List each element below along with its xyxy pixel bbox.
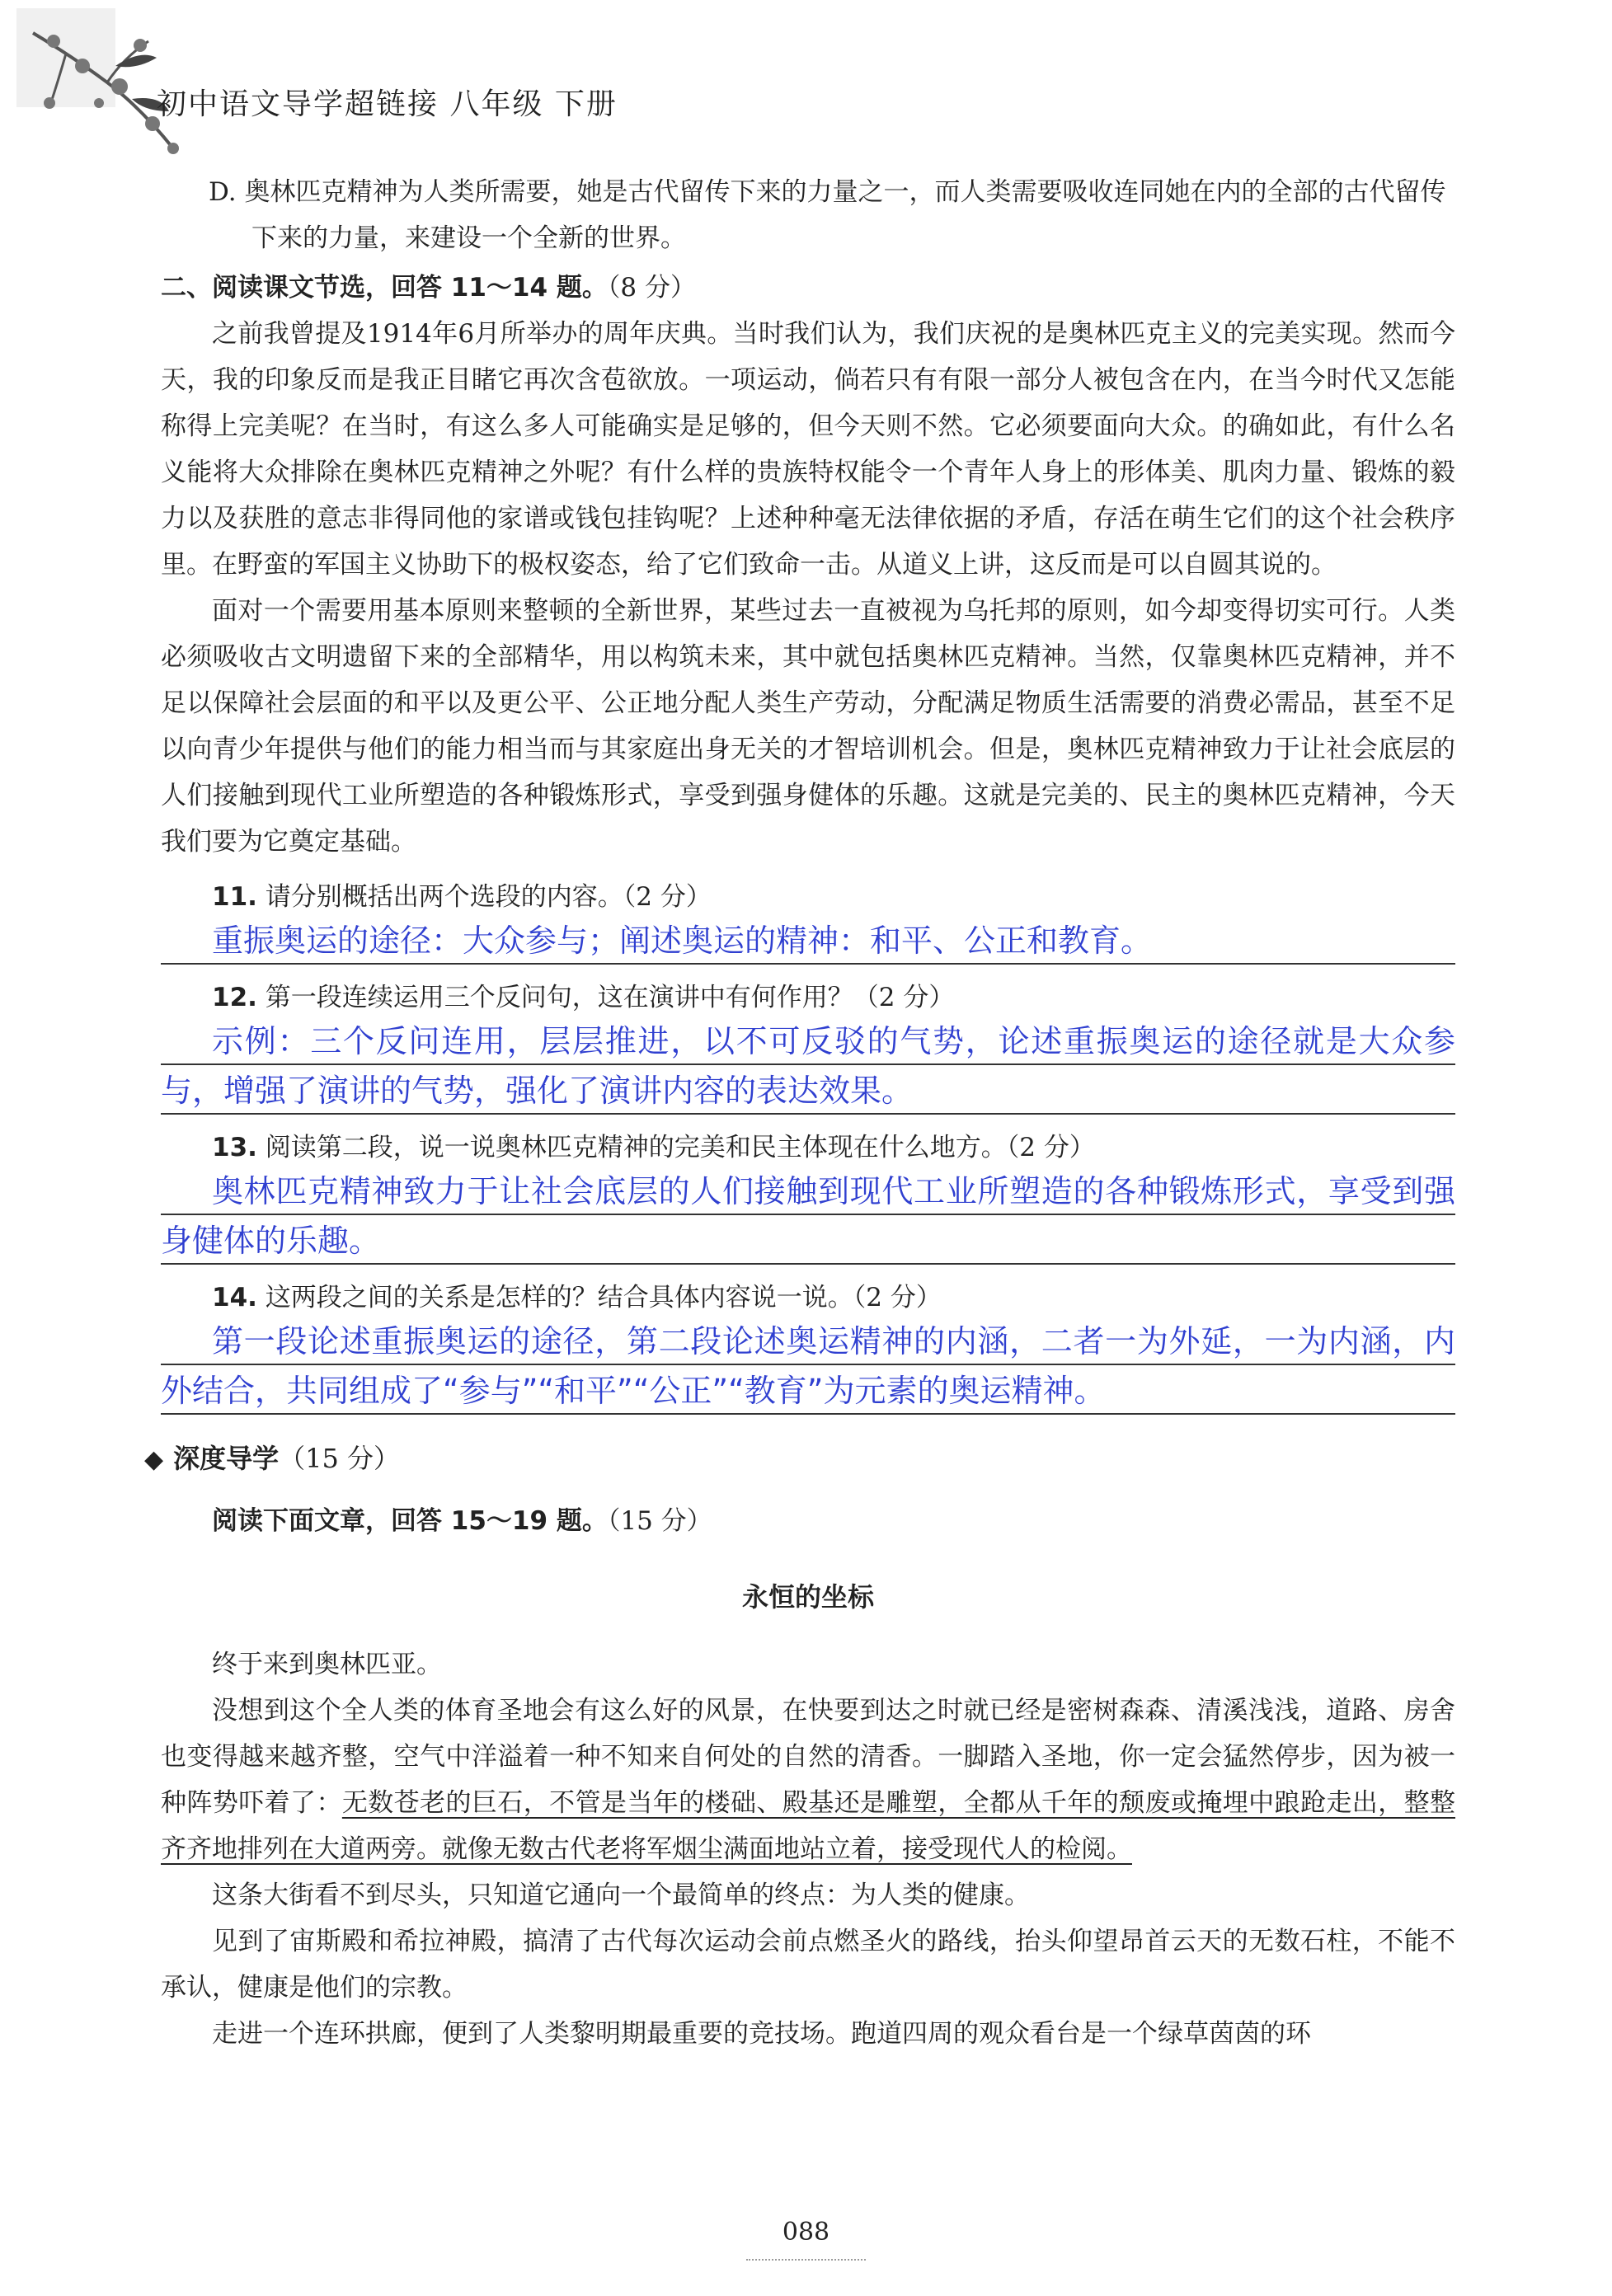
answer-12: 示例：三个反问连用，层层推进，以不可反驳的气势，论述重振奥运的途径就是大众参与，增强了演讲的气势，强化了演讲内容的表达效果。 [161, 1017, 1455, 1115]
question-12 [161, 977, 1455, 1018]
reading-instruction [161, 1498, 1455, 1544]
question-number: 11. [212, 882, 257, 912]
question-block [161, 876, 1455, 965]
answer-11: 重振奥运的途径：大众参与；阐述奥运的精神：和平、公正和教育。 [161, 916, 1455, 965]
question-13 [161, 1127, 1455, 1168]
article-text: 没想到这个全人类的体育圣地会有这么好的风景，在快要到达之时就已经是密树森森、清溪浅浅，道路、房舍也变得越来越齐整，空气中洋溢着一种不知来自何处的自然的清香。一脚踏入圣地，你一定会猛然停步，因为被一种阵势吓着了： [161, 1696, 1455, 1818]
excerpt-paragraph: 之前我曾提及1914年6月所举办的周年庆典。当时我们认为，我们庆祝的是奥林匹克主义的完美实现。然而今天，我的印象反而是我正目睹它再次含苞欲放。一项运动，倘若只有有限一部分人被包含在内，在当今时代又怎能称得上完美呢？在当时，有这么多人可能确实是足够的，但今天则不然。它必须要面向大众。的确如此，有什么名义能将大众排除在奥林匹克精神之外呢？有什么样的贵族特权能令一个青年人身上的形体美、肌肉力量、锻炼的毅力以及获胜的意志非得同他的家谱或钱包挂钩呢？上述种种毫无法律依据的矛盾，存活在萌生它们的这个社会秩序里。在野蛮的军国主义协助下的极权姿态，给了它们致命一击。从道义上讲，这反而是可以自圆其说的。 [161, 319, 1455, 580]
question-number: 14. [212, 1283, 257, 1312]
deep-study-points: （15 分） [279, 1443, 400, 1474]
question-number: 12. [212, 983, 257, 1012]
reading-instruction-text: 阅读下面文章，回答 15～19 题。 [212, 1506, 608, 1536]
article-paragraph [161, 1688, 1455, 1872]
question-block [161, 977, 1455, 1115]
excerpt-paragraph: 面对一个需要用基本原则来整顿的全新世界，某些过去一直被视为乌托邦的原则，如今却变得切实可行。人类必须吸收古文明遗留下来的全部精华，用以构筑未来，其中就包括奥林匹克精神。当然，仅靠奥林匹克精神，并不足以保障社会层面的和平以及更公平、公正地分配人类生产劳动，分配满足物质生活需要的消费必需品，甚至不足以向青少年提供与他们的能力相当而与其家庭出身无关的才智培训机会。但是，奥林匹克精神致力于让社会底层的人们接触到现代工业所塑造的各种锻炼形式，享受到强身健体的乐趣。这就是完美的、民主的奥林匹克精神，今天我们要为它奠定基础。 [161, 596, 1455, 857]
book-title: 初中语文导学超链接 八年级 下册 [157, 87, 618, 121]
page-number-divider [746, 2259, 866, 2261]
option-d: D. 奥林匹克精神为人类所需要，她是古代留传下来的力量之一，而人类需要吸收连同她在内的全部的古代留传下来的力量，来建设一个全新的世界。 [209, 177, 1446, 253]
reading-points: （15 分） [607, 1506, 712, 1536]
article-paragraph: 见到了宙斯殿和希拉神殿，搞清了古代每次运动会前点燃圣火的路线，抬头仰望昂首云天的无数石柱，不能不承认，健康是他们的宗教。 [161, 1927, 1455, 2003]
deep-study-heading [144, 1435, 1455, 1483]
question-block [161, 1127, 1455, 1265]
question-text: 第一段连续运用三个反问句，这在演讲中有何作用？（2 分） [265, 983, 955, 1012]
deep-study-title: 深度导学 [173, 1443, 280, 1474]
question-block [161, 1277, 1455, 1416]
section-heading [161, 265, 1455, 311]
page-number: 088 [782, 2218, 830, 2247]
article-paragraph: 走进一个连环拱廊，便到了人类黎明期最重要的竞技场。跑道四周的观众看台是一个绿草茵茵的环 [212, 2019, 1311, 2049]
underlined-sentence: 无数苍老的巨石，不管是当年的楼础、殿基还是雕塑，全都从千年的颓废或掩埋中踉跄走出，整整齐齐地排列在大道两旁。就像无数古代老将军烟尘满面地站立着，接受现代人的检阅。 [161, 1788, 1455, 1864]
section-points: （8 分） [607, 273, 696, 303]
article-paragraph: 这条大街看不到尽头，只知道它通向一个最简单的终点：为人类的健康。 [212, 1880, 1030, 1910]
question-text: 阅读第二段，说一说奥林匹克精神的完美和民主体现在什么地方。（2 分） [265, 1133, 1095, 1162]
section-heading-text: 二、阅读课文节选，回答 11～14 题。 [161, 273, 608, 303]
question-text: 这两段之间的关系是怎样的？结合具体内容说一说。（2 分） [265, 1283, 942, 1312]
question-number: 13. [212, 1133, 257, 1162]
article-title: 永恒的坐标 [741, 1581, 874, 1613]
article-paragraph: 终于来到奥林匹亚。 [212, 1650, 442, 1679]
answer-13: 奥林匹克精神致力于让社会底层的人们接触到现代工业所塑造的各种锻炼形式，享受到强身健体的乐趣。 [161, 1167, 1455, 1265]
diamond-icon: ◆ [144, 1445, 164, 1474]
question-11 [161, 876, 1455, 918]
page-content [144, 169, 1455, 2057]
answer-14: 第一段论述重振奥运的途径，第二段论述奥运精神的内涵，二者一为外延，一为内涵，内外结合，共同组成了“参与”“和平”“公正”“教育”为元素的奥运精神。 [161, 1317, 1455, 1416]
question-text: 请分别概括出两个选段的内容。（2 分） [265, 882, 712, 912]
question-14 [161, 1277, 1455, 1318]
